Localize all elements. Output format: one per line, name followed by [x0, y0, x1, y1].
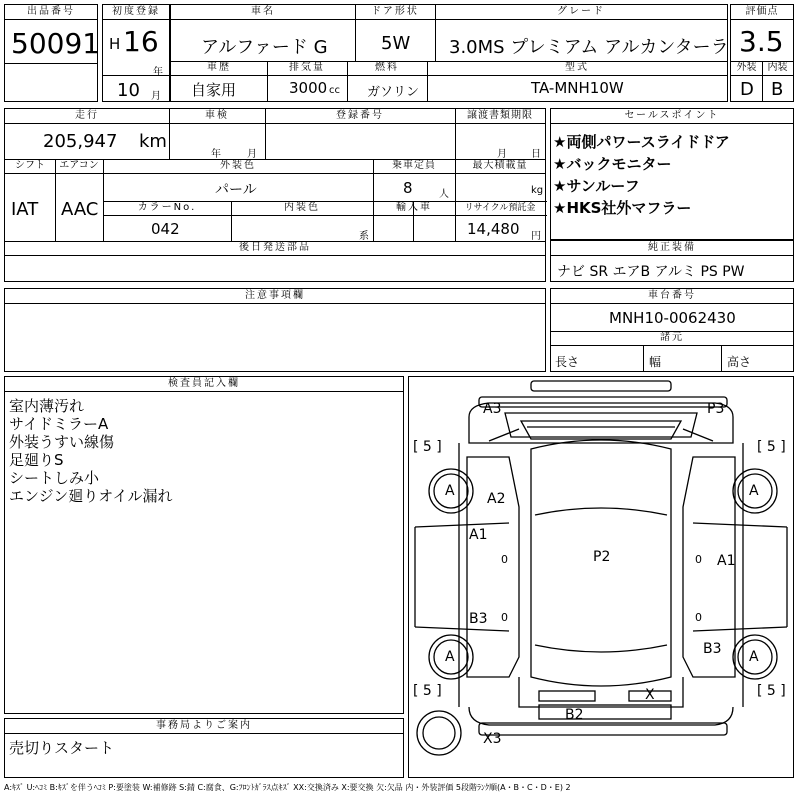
sales-item: ★両側パワースライドドア	[553, 133, 730, 151]
history-label: 車歴	[207, 62, 231, 73]
lot-cell	[4, 4, 101, 102]
import-label: 輸入車	[396, 202, 432, 213]
shift: IAT	[11, 199, 39, 220]
grade: 3.0MS プレミアム アルカンターラ	[449, 37, 729, 58]
tread-rl: [ 5 ]	[413, 683, 442, 699]
shift-label: シフト	[15, 160, 45, 171]
insp-month-unit: 月	[247, 149, 257, 160]
regno-label: 登録番号	[336, 110, 384, 121]
model-label: 型式	[565, 62, 589, 73]
recycle-unit: 円	[531, 231, 541, 242]
inspector-line: 外装うすい線傷	[9, 433, 115, 451]
tire-mark-fr: A	[749, 483, 759, 499]
width-label: 幅	[649, 355, 662, 369]
length-label: 長さ	[555, 355, 580, 369]
mark-p2: P2	[593, 549, 611, 565]
sales-points	[550, 108, 794, 240]
mark-a2: A2	[487, 491, 506, 507]
load-label: 最大積載量	[472, 160, 528, 171]
car-outline	[409, 377, 793, 777]
era: H	[109, 35, 121, 53]
office-notes	[4, 718, 404, 778]
mileage: 205,947	[43, 131, 118, 152]
reg-year: 16	[123, 25, 159, 58]
door-label: ドア形状	[355, 5, 435, 20]
door-type: 5W	[381, 33, 411, 54]
score-cell	[730, 4, 794, 102]
mark-b3-right: B3	[703, 641, 722, 657]
ac-label: エアコン	[59, 160, 99, 171]
displacement-label: 排気量	[289, 62, 325, 73]
mark-a1-left: A1	[469, 527, 488, 543]
registration-label: 初度登録	[103, 5, 169, 20]
model: TA-MNH10W	[531, 79, 624, 97]
seats: 8	[403, 179, 413, 197]
chassis-title: 車台番号	[551, 289, 793, 304]
transfer-month-unit: 月	[497, 149, 507, 160]
load-unit: kg	[531, 185, 544, 196]
office-title: 事務局よりご案内	[5, 719, 403, 734]
zero-mark: 0	[695, 553, 702, 566]
inspection-label: 車検	[205, 110, 229, 121]
tread-fr: [ 5 ]	[757, 439, 786, 455]
history: 自家用	[191, 81, 237, 99]
month-unit: 月	[151, 91, 161, 102]
details-table	[4, 108, 546, 282]
inspector-line: 足廻りS	[9, 451, 64, 469]
score: 3.5	[739, 25, 784, 58]
recycle: 14,480	[467, 220, 520, 238]
mark-x: X	[645, 687, 655, 703]
intcolor-label: 内装色	[284, 202, 320, 213]
height-label: 高さ	[727, 355, 752, 369]
inspector-line: 室内薄汚れ	[9, 397, 85, 415]
vehicle-cell	[170, 4, 728, 102]
equipment-title: 純正装備	[551, 241, 793, 256]
colorno: 042	[151, 220, 180, 238]
zero-mark: 0	[501, 611, 508, 624]
mark-b2: B2	[565, 707, 584, 723]
zero-mark: 0	[695, 611, 702, 624]
mark-x3: X3	[483, 731, 502, 747]
registration-cell	[102, 4, 170, 102]
ext-label: 外装	[736, 62, 757, 73]
tire-mark-fl: A	[445, 483, 455, 499]
year-unit: 年	[153, 67, 163, 78]
chassis	[550, 288, 794, 372]
reg-month: 10	[117, 80, 140, 101]
inspector-line: シートしみ小	[9, 469, 100, 487]
score-label: 評価点	[731, 5, 793, 20]
displacement: 3000	[289, 79, 328, 97]
equipment	[550, 240, 794, 282]
later-parts-label: 後日発送部品	[239, 242, 311, 253]
notes-title: 注意事項欄	[5, 289, 545, 304]
zero-mark: 0	[501, 553, 508, 566]
inspector-line: エンジン廻りオイル漏れ	[9, 487, 173, 505]
colorno-label: カラーNo.	[137, 202, 197, 213]
ac: AAC	[61, 199, 99, 220]
grade-label: グレード	[435, 5, 727, 20]
fuel: ガソリン	[367, 85, 420, 100]
damage-diagram	[408, 376, 794, 778]
inspector-line: サイドミラーA	[9, 415, 109, 433]
ext-grade: D	[740, 79, 754, 100]
office-text: 売切りスタート	[9, 739, 115, 757]
header-table	[4, 4, 728, 104]
transfer-day-unit: 日	[531, 149, 541, 160]
mileage-unit: km	[139, 131, 167, 152]
notes	[4, 288, 546, 372]
inspector-title: 検査員記入欄	[5, 377, 403, 392]
intcolor-unit: 系	[359, 231, 369, 242]
tread-fl: [ 5 ]	[413, 439, 442, 455]
sales-title: セールスポイント	[551, 109, 793, 124]
color-label: 外装色	[220, 160, 256, 171]
chassis-number: MNH10-0062430	[609, 309, 736, 327]
lot-label: 出品番号	[5, 5, 97, 20]
mark-b3-left: B3	[469, 611, 488, 627]
transfer-label: 譲渡書類期限	[467, 110, 533, 121]
mark-p3: P3	[707, 401, 725, 417]
insp-year-unit: 年	[211, 149, 221, 160]
seats-label: 乗車定員	[392, 160, 436, 171]
mark-a1-right: A1	[717, 553, 736, 569]
tread-rr: [ 5 ]	[757, 683, 786, 699]
inspector-notes	[4, 376, 404, 714]
mileage-label: 走行	[75, 110, 99, 121]
lot-number: 50091	[11, 27, 101, 60]
displacement-unit: cc	[329, 85, 340, 96]
spec-title: 諸元	[551, 331, 793, 346]
int-grade: B	[771, 79, 784, 100]
int-label: 内装	[767, 62, 788, 73]
sales-item: ★サンルーフ	[553, 177, 640, 195]
tire-mark-rr: A	[749, 649, 759, 665]
name-label: 車名	[171, 5, 355, 20]
sales-item: ★HKS社外マフラー	[553, 199, 692, 217]
tire-mark-rl: A	[445, 649, 455, 665]
car-name: アルファード G	[201, 37, 328, 58]
sales-item: ★バックモニター	[553, 155, 672, 173]
mark-a3: A3	[483, 401, 502, 417]
fuel-label: 燃料	[375, 62, 399, 73]
legend: A:ｷｽﾞ U:ﾍｺﾐ B:ｷｽﾞを伴うﾍｺﾐ P:要塗装 W:補修跡 S:錆 C:腐食、G:ﾌﾛﾝﾄｶﾞﾗｽ点ｷｽﾞ XX:交換済み X:要交換 欠:欠品 内・外装評価 5段階ﾗﾝｸ順(A・B・C・D・E) 2	[4, 783, 571, 792]
recycle-label: リサイクル預託金	[464, 203, 536, 213]
seats-unit: 人	[439, 189, 449, 200]
equipment-value: ナビ SR エアB アルミ PS PW	[557, 264, 745, 280]
exterior-color: パール	[215, 182, 257, 198]
